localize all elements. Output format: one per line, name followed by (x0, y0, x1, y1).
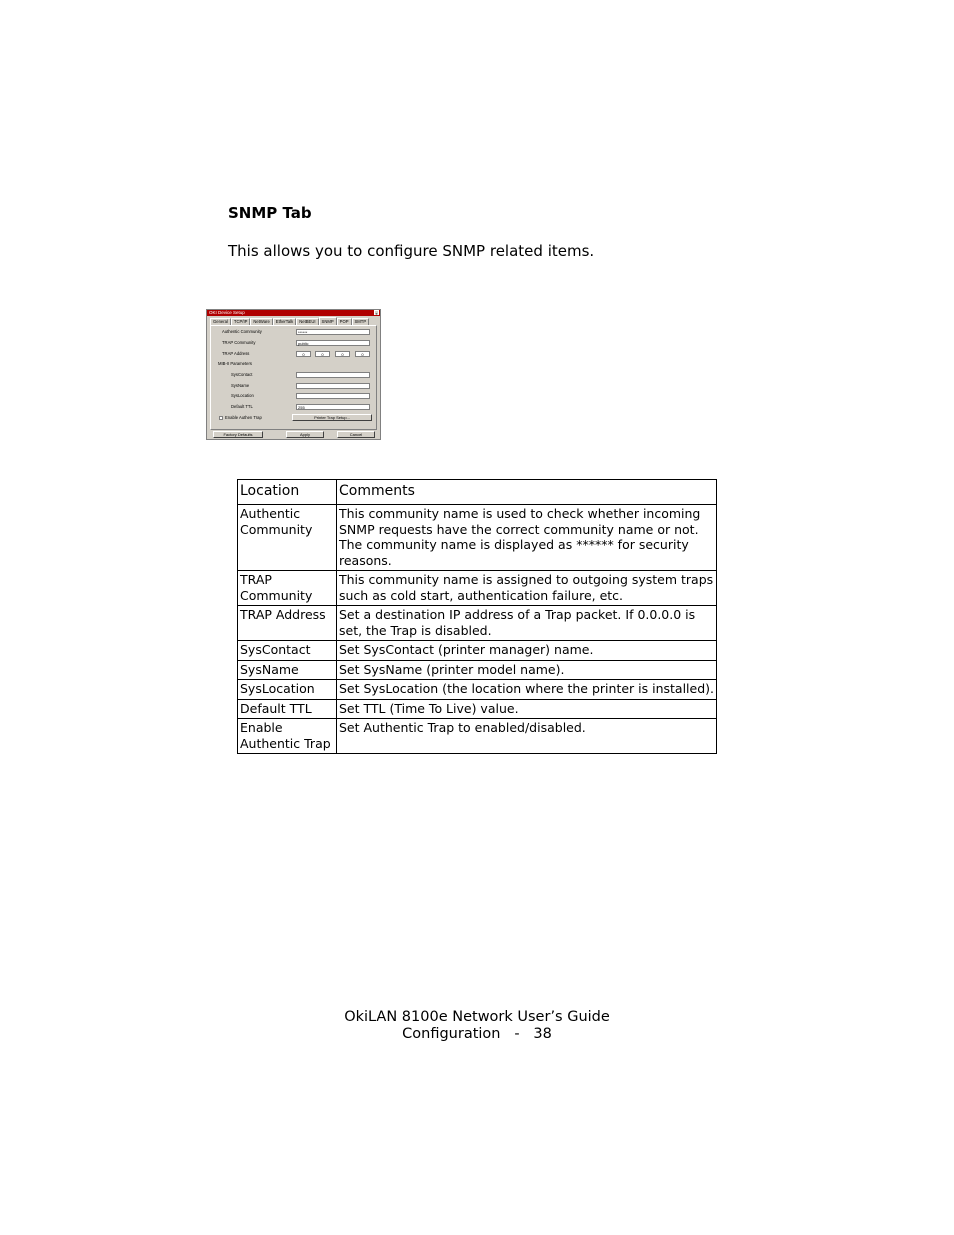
section-title: SNMP Tab (228, 204, 312, 222)
tab-tcpip[interactable]: TCP/IP (231, 318, 251, 325)
tab-smtp[interactable]: SMTP (352, 318, 370, 325)
cancel-button[interactable]: Cancel (337, 431, 375, 438)
snmp-settings-table (237, 479, 717, 754)
row-comment: Set SysLocation (the location where the printer is installed). (337, 680, 717, 700)
tab-netbeui[interactable]: NetBEUI (296, 318, 318, 325)
syslocation-input[interactable] (296, 393, 370, 399)
row-location: SysLocation (238, 680, 337, 700)
row-location: TRAP Community (238, 571, 337, 606)
sysname-label: SysName (231, 383, 250, 388)
table-row (238, 571, 717, 606)
trap-address-octet-4[interactable]: 0 (355, 351, 370, 357)
dialog-title: OKI Device Setup (209, 310, 245, 315)
header-comments: Comments (337, 480, 717, 505)
section-intro: This allows you to configure SNMP related items. (228, 242, 595, 260)
trap-community-input[interactable]: public (296, 340, 370, 346)
syslocation-label: SysLocation (231, 393, 254, 398)
snmp-panel (210, 325, 377, 430)
tab-snmp[interactable]: SNMP (319, 317, 337, 325)
table-header-row (238, 480, 717, 505)
snmp-dialog-screenshot (206, 309, 381, 440)
tab-general[interactable]: General (210, 318, 231, 325)
dialog-tabs (210, 318, 369, 325)
syscontact-label: SysContact (231, 372, 253, 377)
row-comment: This community name is assigned to outgoing system traps such as cold start, authentication failure, etc. (337, 571, 717, 606)
syscontact-input[interactable] (296, 372, 370, 378)
sysname-input[interactable] (296, 383, 370, 389)
printer-trap-setup-button[interactable]: Printer Trap Setup... (292, 414, 372, 421)
mib2-parameters-label: MIB-II Parameters (218, 361, 252, 366)
row-comment: Set SysContact (printer manager) name. (337, 641, 717, 661)
trap-address-octet-1[interactable]: 0 (296, 351, 311, 357)
enable-authen-trap-label: Enable Authen Trap (225, 415, 262, 420)
row-comment: Set SysName (printer model name). (337, 660, 717, 680)
factory-defaults-button[interactable]: Factory Defaults (213, 431, 263, 438)
tab-ethertalk[interactable]: EtherTalk (273, 318, 296, 325)
row-location: Enable Authentic Trap (238, 719, 337, 754)
row-comment: Set TTL (Time To Live) value. (337, 699, 717, 719)
dialog-title-bar (207, 310, 380, 316)
enable-authen-trap-checkbox[interactable] (219, 416, 223, 420)
trap-address-octet-2[interactable]: 0 (315, 351, 330, 357)
table-row (238, 719, 717, 754)
header-location: Location (238, 480, 337, 505)
row-location: Authentic Community (238, 505, 337, 571)
table-row (238, 505, 717, 571)
footer-page-number: Configuration - 38 (402, 1026, 552, 1042)
row-location: TRAP Address (238, 606, 337, 641)
apply-button[interactable]: Apply (286, 431, 324, 438)
trap-address-label: TRAP Address (222, 351, 250, 356)
row-comment: This community name is used to check whether incoming SNMP requests have the correct community name or not. The community name is displayed as ****** for security reasons. (337, 505, 717, 571)
row-location: Default TTL (238, 699, 337, 719)
authentic-community-input[interactable]: ****** (296, 329, 370, 335)
close-icon[interactable]: x (375, 311, 378, 316)
row-location: SysContact (238, 641, 337, 661)
table-row (238, 641, 717, 661)
table-row (238, 660, 717, 680)
table-row (238, 699, 717, 719)
tab-pop[interactable]: POP (337, 318, 352, 325)
authentic-community-label: Authentic Community (222, 329, 262, 334)
default-ttl-label: Default TTL (231, 404, 253, 409)
footer-guide-title: OkiLAN 8100e Network User’s Guide (344, 1009, 610, 1025)
trap-community-label: TRAP Community (222, 340, 256, 345)
row-location: SysName (238, 660, 337, 680)
row-comment: Set Authentic Trap to enabled/disabled. (337, 719, 717, 754)
table-row (238, 606, 717, 641)
default-ttl-input[interactable]: 255 (296, 404, 370, 410)
table-row (238, 680, 717, 700)
row-comment: Set a destination IP address of a Trap packet. If 0.0.0.0 is set, the Trap is disabled. (337, 606, 717, 641)
tab-netware[interactable]: NetWare (250, 318, 272, 325)
trap-address-octet-3[interactable]: 0 (335, 351, 350, 357)
